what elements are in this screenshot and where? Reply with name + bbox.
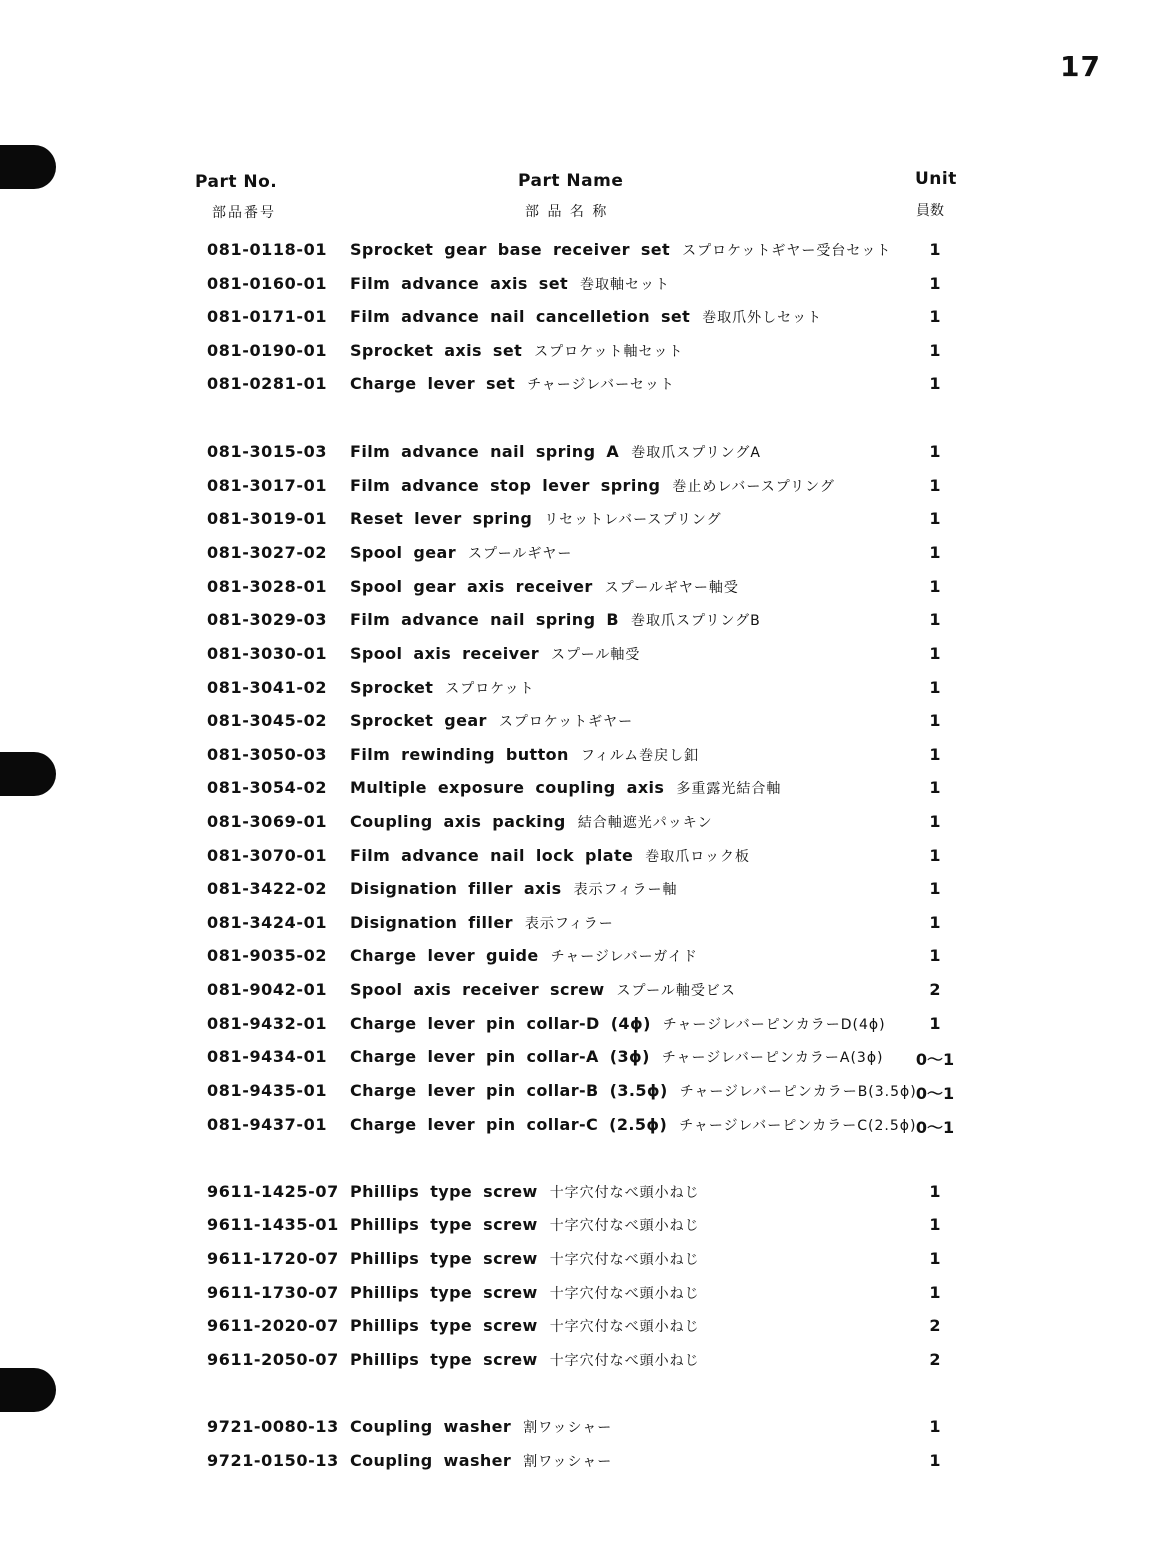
unit-count: 1 [929,812,941,831]
part-name [350,745,699,765]
part-name-jp: 巻取軸セット [580,277,671,293]
part-name-jp: チャージレバーピンカラーB(3.5ϕ) [679,1084,917,1100]
part-name-jp: スプール軸受ビス [616,983,736,999]
part-name-jp: 割ワッシャー [523,1454,613,1470]
part-name-en: Film rewinding button [350,745,569,764]
part-name-en: Sprocket [350,678,434,697]
part-row [0,745,1152,775]
part-name [350,1283,700,1303]
part-name-jp: 十字穴付なべ頭小ねじ [549,1185,700,1201]
part-name-jp: 十字穴付なべ頭小ねじ [549,1319,700,1335]
part-number: 081-3070-01 [207,846,328,865]
part-name-jp: フィルム巻戻し釦 [580,748,700,764]
part-name-jp: スプロケット [445,681,535,697]
unit-count: 1 [929,1417,941,1436]
unit-count: 0〜1 [915,1118,955,1137]
unit-count: 1 [929,1014,941,1033]
part-name [350,509,722,529]
part-number: 081-3050-03 [207,745,328,764]
unit-count: 1 [929,1215,941,1234]
part-name-jp: チャージレバーピンカラーC(2.5ϕ) [679,1118,917,1134]
part-name [350,879,677,899]
part-name-en: Phillips type screw [350,1249,538,1268]
unit-count: 1 [929,1182,941,1201]
part-row [0,240,1152,270]
part-row [0,442,1152,472]
part-row [0,678,1152,708]
part-name-jp: 表示フィラー軸 [573,882,678,898]
part-name [350,1047,884,1067]
part-name-en: Phillips type screw [350,1350,538,1369]
part-name-jp: チャージレバーピンカラーA(3ϕ) [661,1050,884,1066]
part-name-jp: 十字穴付なべ頭小ねじ [549,1218,700,1234]
part-name-jp: チャージレバーピンカラーD(4ϕ) [662,1017,886,1033]
part-row [0,644,1152,674]
part-name-jp: スプール軸受 [551,647,641,663]
part-number: 081-3019-01 [207,509,328,528]
unit-count: 1 [929,442,941,461]
part-row [0,846,1152,876]
part-name-en: Disignation filler axis [350,879,562,898]
header-part-no: Part No. [195,172,278,192]
part-number: 081-9035-02 [207,946,328,965]
part-row [0,980,1152,1010]
part-number: 081-3030-01 [207,644,328,663]
part-name-en: Phillips type screw [350,1316,538,1335]
part-name-en: Coupling washer [350,1451,512,1470]
part-name-jp: スプロケットギヤー [498,714,634,730]
header-unit-jp: 員数 [916,203,944,219]
part-name-en: Charge lever guide [350,946,539,965]
unit-count: 2 [929,1316,941,1335]
part-name [350,1451,612,1471]
part-name-jp: 巻取爪外しセット [702,310,823,326]
unit-count: 1 [929,1249,941,1268]
part-name-jp: リセットレバースプリング [544,512,722,528]
part-number: 081-0160-01 [207,274,328,293]
unit-count: 1 [929,1283,941,1302]
part-name-en: Phillips type screw [350,1283,538,1302]
part-name-en: Coupling axis packing [350,812,566,831]
unit-count: 1 [929,846,941,865]
part-name-en: Film advance nail spring A [350,442,620,461]
part-name-en: Multiple exposure coupling axis [350,778,665,797]
unit-count: 0〜1 [915,1084,955,1103]
unit-count: 1 [929,610,941,629]
part-row [0,913,1152,943]
part-name [350,577,739,597]
part-name-jp: 十字穴付なべ頭小ねじ [549,1353,700,1369]
part-name [350,1350,700,1370]
part-name [350,476,835,496]
part-name-en: Spool axis receiver [350,644,540,663]
part-name-jp: 十字穴付なべ頭小ねじ [549,1252,700,1268]
part-name-jp: 巻止めレバースプリング [672,479,835,495]
part-name-jp: 割ワッシャー [523,1420,613,1436]
part-name-jp: 多重露光結合軸 [676,781,782,797]
part-row [0,879,1152,909]
unit-count: 1 [929,274,941,293]
part-name-en: Charge lever pin collar-D (4ϕ) [350,1014,651,1033]
part-row [0,1081,1152,1111]
unit-count: 1 [929,509,941,528]
part-name [350,778,781,798]
part-number: 081-3422-02 [207,879,328,898]
part-name [350,240,891,260]
part-name-jp: スプロケットギヤー受台セット [682,243,892,259]
part-row [0,812,1152,842]
part-name [350,1081,917,1101]
header-part-name: Part Name [518,171,624,191]
part-number: 9611-2020-07 [207,1316,339,1335]
part-row [0,543,1152,573]
unit-count: 1 [929,341,941,360]
part-row [0,577,1152,607]
part-number: 9611-1425-07 [207,1182,339,1201]
part-row [0,1014,1152,1044]
part-row [0,778,1152,808]
part-number: 081-3424-01 [207,913,328,932]
part-name-en: Film advance stop lever spring [350,476,661,495]
part-number: 081-9042-01 [207,980,328,999]
part-number: 081-3041-02 [207,678,328,697]
part-name-jp: チャージレバーセット [527,377,675,393]
unit-count: 1 [929,946,941,965]
part-row [0,1182,1152,1212]
part-name-en: Disignation filler [350,913,513,932]
unit-count: 1 [929,879,941,898]
part-name-jp: 十字穴付なべ頭小ねじ [549,1286,700,1302]
unit-count: 1 [929,711,941,730]
part-number: 9611-1730-07 [207,1283,339,1302]
part-number: 9611-1720-07 [207,1249,339,1268]
part-name [350,946,698,966]
part-name-jp: 巻取爪ロック板 [645,849,750,865]
part-name [350,1014,886,1034]
part-number: 081-3017-01 [207,476,328,495]
part-number: 081-0281-01 [207,374,328,393]
part-name-jp: スプールギヤー軸受 [604,580,739,596]
part-number: 081-9434-01 [207,1047,328,1066]
page-number: 17 [1060,50,1101,83]
part-number: 081-3045-02 [207,711,328,730]
part-name-en: Coupling washer [350,1417,512,1436]
unit-count: 1 [929,476,941,495]
part-name [350,1316,700,1336]
unit-count: 1 [929,577,941,596]
part-name-en: Spool gear [350,543,457,562]
part-number: 081-3028-01 [207,577,328,596]
part-name-jp: 結合軸遮光パッキン [577,815,713,831]
part-name-jp: 巻取爪スプリングB [631,613,761,629]
part-row [0,374,1152,404]
part-name [350,1215,700,1235]
unit-count: 1 [929,543,941,562]
part-name [350,442,761,462]
part-name-jp: スプールギヤー [468,546,573,562]
part-name [350,543,572,563]
part-row [0,307,1152,337]
part-name-en: Charge lever set [350,374,516,393]
part-number: 081-9432-01 [207,1014,328,1033]
part-name [350,812,713,832]
part-row [0,341,1152,371]
part-row [0,1283,1152,1313]
part-name-en: Sprocket gear [350,711,487,730]
part-name-en: Phillips type screw [350,1182,538,1201]
part-name-en: Sprocket gear base receiver set [350,240,671,259]
part-name-jp: スプロケット軸セット [534,344,684,360]
part-name-en: Film advance axis set [350,274,569,293]
unit-count: 1 [929,240,941,259]
part-number: 9721-0150-13 [207,1451,339,1470]
unit-count: 1 [929,913,941,932]
part-row [0,1451,1152,1481]
part-number: 081-0171-01 [207,307,328,326]
part-name-en: Spool axis receiver screw [350,980,605,999]
part-name-en: Reset lever spring [350,509,533,528]
part-name-en: Film advance nail cancelletion set [350,307,691,326]
part-name [350,1417,612,1437]
part-name [350,644,640,664]
unit-count: 2 [929,1350,941,1369]
part-name-en: Spool gear axis receiver [350,577,593,596]
part-name [350,307,822,327]
header-part-no-jp: 部品番号 [212,205,276,221]
part-row [0,946,1152,976]
part-row [0,610,1152,640]
unit-count: 1 [929,678,941,697]
part-number: 081-0190-01 [207,341,328,360]
part-number: 081-3069-01 [207,812,328,831]
part-number: 081-3027-02 [207,543,328,562]
part-row [0,1350,1152,1380]
part-name-jp: チャージレバーガイド [550,949,698,965]
part-row [0,476,1152,506]
part-number: 081-3054-02 [207,778,328,797]
part-number: 081-9437-01 [207,1115,328,1134]
part-name-jp: 表示フィラー [524,916,614,932]
part-name [350,610,761,630]
part-name-en: Film advance nail spring B [350,610,620,629]
part-name [350,846,750,866]
part-row [0,509,1152,539]
part-row [0,1249,1152,1279]
part-name [350,341,683,361]
part-name-en: Phillips type screw [350,1215,538,1234]
part-name [350,274,670,294]
header-part-name-jp: 部 品 名 称 [525,204,609,220]
part-name [350,1182,700,1202]
part-number: 9611-1435-01 [207,1215,339,1234]
part-number: 081-3029-03 [207,610,328,629]
part-number: 9611-2050-07 [207,1350,339,1369]
unit-count: 1 [929,307,941,326]
part-row [0,274,1152,304]
part-number: 081-9435-01 [207,1081,328,1100]
part-name [350,980,736,1000]
part-row [0,1316,1152,1346]
part-name-en: Charge lever pin collar-B (3.5ϕ) [350,1081,668,1100]
part-name-en: Sprocket axis set [350,341,523,360]
part-name [350,1249,700,1269]
part-name [350,711,633,731]
header-unit: Unit [915,169,957,189]
part-row [0,1047,1152,1077]
unit-count: 1 [929,745,941,764]
unit-count: 1 [929,1451,941,1470]
unit-count: 1 [929,374,941,393]
part-name [350,913,614,933]
part-row [0,1215,1152,1245]
part-number: 081-0118-01 [207,240,328,259]
unit-count: 1 [929,778,941,797]
part-name [350,374,675,394]
unit-count: 0〜1 [915,1050,955,1069]
part-row [0,711,1152,741]
part-name [350,678,535,698]
part-name [350,1115,916,1135]
part-number: 081-3015-03 [207,442,328,461]
part-number: 9721-0080-13 [207,1417,339,1436]
part-name-en: Charge lever pin collar-A (3ϕ) [350,1047,650,1066]
unit-count: 2 [929,980,941,999]
part-name-en: Charge lever pin collar-C (2.5ϕ) [350,1115,668,1134]
part-name-jp: 巻取爪スプリングA [631,445,761,461]
part-row [0,1115,1152,1145]
unit-count: 1 [929,644,941,663]
part-row [0,1417,1152,1447]
part-name-en: Film advance nail lock plate [350,846,634,865]
